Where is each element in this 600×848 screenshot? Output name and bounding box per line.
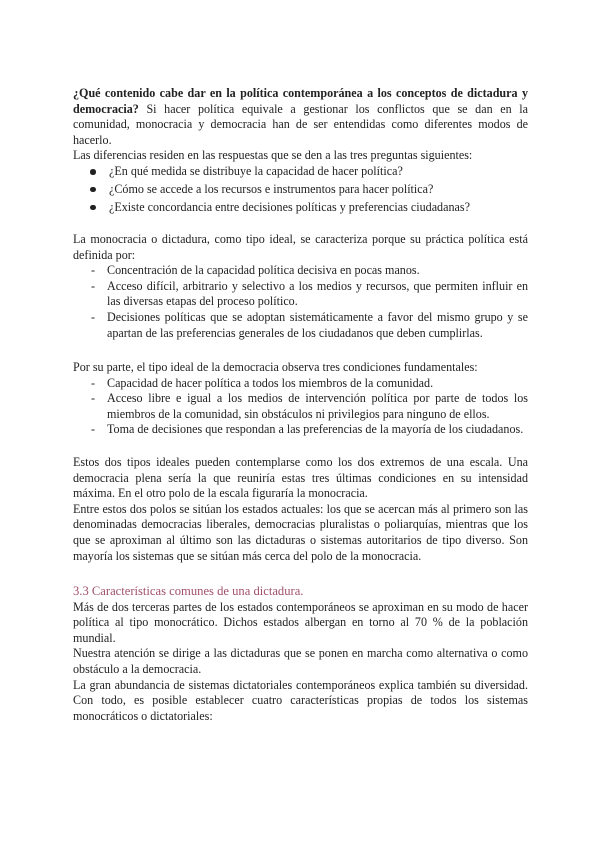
list-item: - Decisiones políticas que se adoptan sistemáticamente a favor del mismo grupo y se apartan de las preferencias generales de los ciudadanos que deben cumplirlas. [73, 310, 528, 341]
democracy-section [73, 360, 528, 438]
list-item: - Toma de decisiones que respondan a las preferencias de la mayoría de los ciudadanos. [73, 422, 528, 438]
monocracy-list [73, 263, 528, 341]
list-item: - Acceso libre e igual a los medios de intervención política por parte de todos los miembros de la comunidad, sin obstáculos ni privilegios para ninguno de ellos. [73, 391, 528, 422]
list-item: - Concentración de la capacidad política decisiva en pocas manos. [73, 263, 528, 279]
list-item: ¿Existe concordancia entre decisiones políticas y preferencias ciudadanas? [73, 200, 528, 216]
monocracy-section [73, 232, 528, 341]
scale-section [73, 455, 528, 564]
scale-paragraph-2: Entre estos dos polos se sitúan los estados actuales: los que se acercan más al primero son las denominadas democracias liberales, democracias pluralistas o poliarquías, mientras que los que se aproximan al último son las dictaduras o sistemas autoritarios de tipo diverso. Son mayoría los sistemas que se sitúan más cerca del polo de la monocracia. [73, 501, 528, 563]
list-item: ¿En qué medida se distribuye la capacidad de hacer política? [73, 164, 528, 180]
democracy-intro: Por su parte, el tipo ideal de la democracia observa tres condiciones fundamentales: [73, 360, 478, 374]
intro-section [73, 86, 528, 164]
intro-question: ¿Qué contenido cabe dar en la política contemporánea a los conceptos de dictadura y democracia? [73, 86, 528, 116]
section-paragraph-3: La gran abundancia de sistemas dictatoriales contemporáneos explica también su diversidad. Con todo, es posible establecer cuatro características propias de todos los sistemas monocráticos o dictatoriales: [73, 677, 528, 723]
section-paragraph-1: Más de dos terceras partes de los estados contemporáneos se aproximan en su modo de hacer política al tipo monocrático. Dichos estados albergan en torno al 70 % de la población mundial. [73, 599, 528, 645]
characteristics-section [73, 584, 528, 724]
questions-section [73, 164, 528, 218]
intro-paragraph [73, 86, 528, 148]
section-heading: 3.3 Características comunes de una dictadura. [73, 584, 304, 598]
intro-differences: Las diferencias residen en las respuestas que se den a las tres preguntas siguientes: [73, 148, 473, 163]
list-item: - Capacidad de hacer política a todos los miembros de la comunidad. [73, 376, 528, 392]
section-paragraph-2: Nuestra atención se dirige a las dictaduras que se ponen en marcha como alternativa o como obstáculo a la democracia. [73, 646, 528, 676]
monocracy-intro: La monocracia o dictadura, como tipo ideal, se caracteriza porque su práctica política está definida por: [73, 232, 528, 262]
democracy-list [73, 376, 528, 438]
intro-text: Si hacer política equivale a gestionar los conflictos que se dan en la comunidad, monocracia y democracia han de ser entendidas como diferentes modos de hacerlo. [73, 101, 528, 147]
list-item: ¿Cómo se accede a los recursos e instrumentos para hacer política? [73, 182, 528, 198]
scale-paragraph-1: Estos dos tipos ideales pueden contemplarse como los dos extremos de una escala. Una democracia plena sería la que reuniría estas tres últimas condiciones en su intensidad máxima. En el otro polo de la escala figuraría la monocracia. [73, 455, 528, 501]
list-item: - Acceso difícil, arbitrario y selectivo a los medios y recursos, que permiten influir en las diversas etapas del proceso político. [73, 279, 528, 310]
questions-list [73, 164, 528, 216]
